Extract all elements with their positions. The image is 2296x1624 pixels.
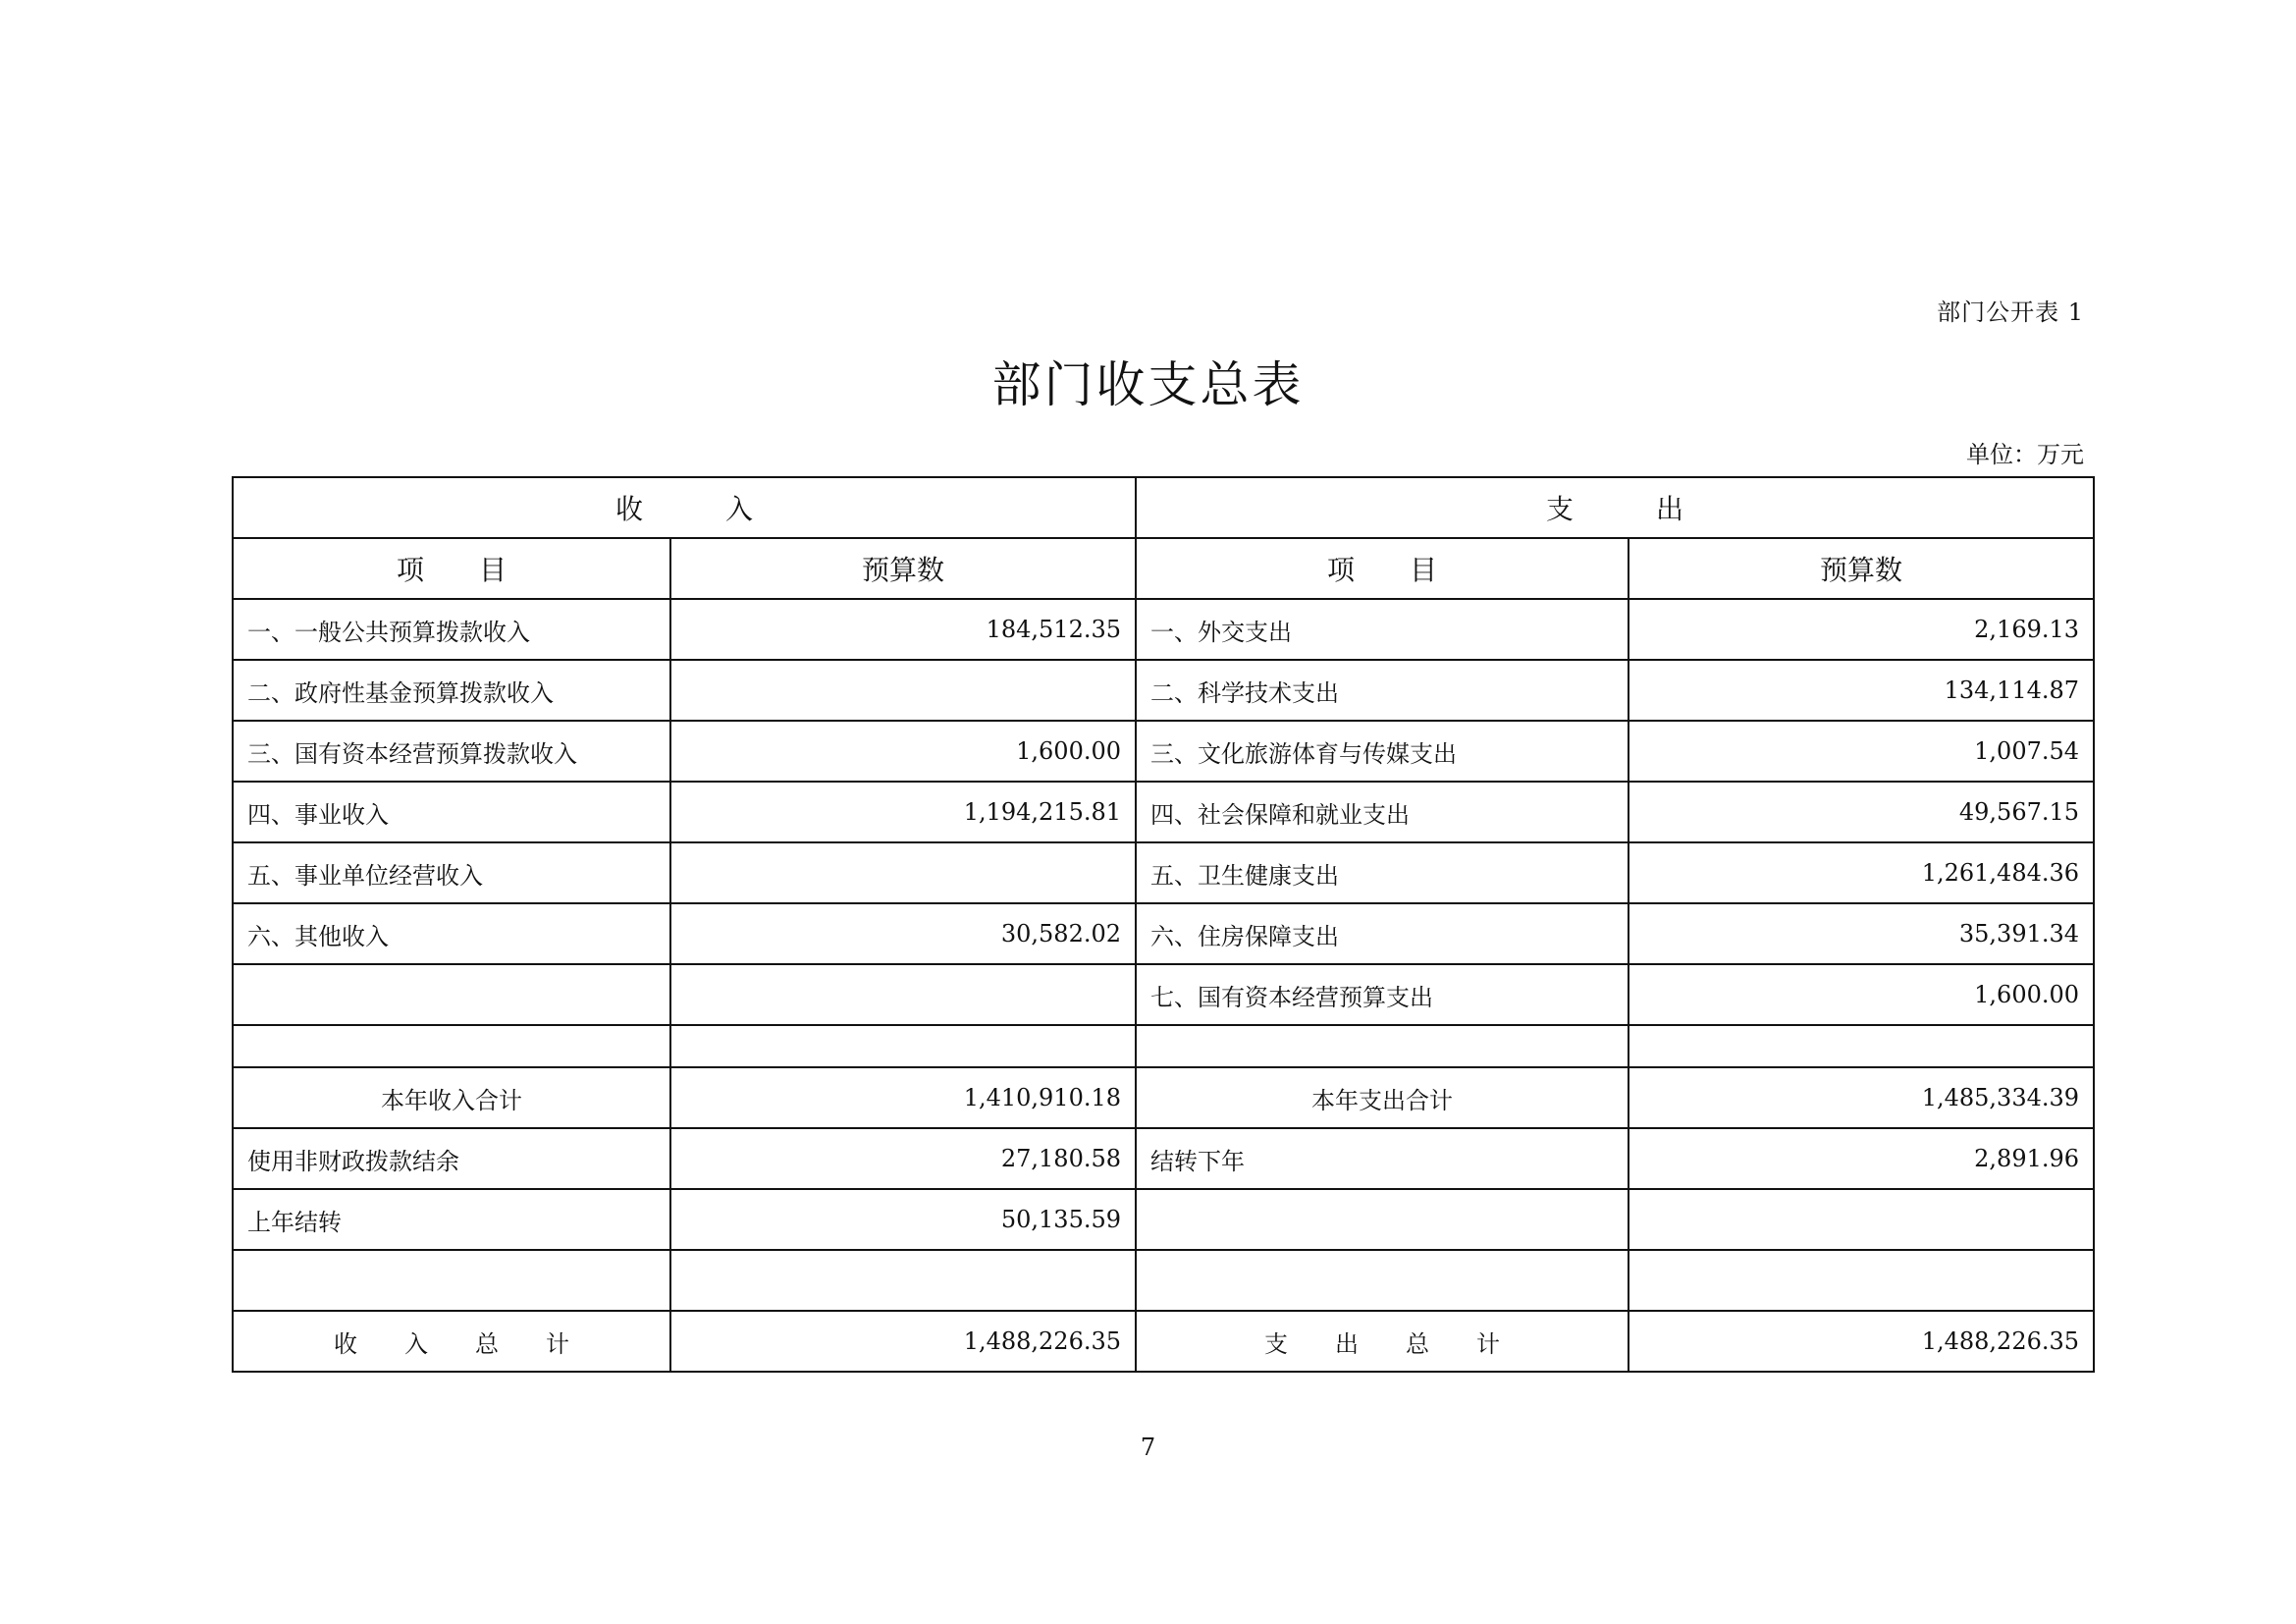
income-item-cell: 五、事业单位经营收入 bbox=[233, 842, 670, 903]
page-number: 7 bbox=[1140, 1434, 1156, 1461]
expense-budget-column-header: 预算数 bbox=[1629, 538, 2094, 599]
income-item-cell: 使用非财政拨款结余 bbox=[233, 1128, 670, 1189]
grand-total-row bbox=[233, 1311, 2094, 1372]
expense-grand-total-value: 1,488,226.35 bbox=[1629, 1311, 2094, 1372]
empty-cell bbox=[670, 1025, 1136, 1067]
table-row bbox=[233, 599, 2094, 660]
income-value-cell bbox=[670, 660, 1136, 721]
income-value-cell: 184,512.35 bbox=[670, 599, 1136, 660]
expense-section-header: 支 出 bbox=[1136, 477, 2094, 538]
empty-cell bbox=[1629, 1025, 2094, 1067]
table-row bbox=[233, 903, 2094, 964]
expense-item-cell: 三、文化旅游体育与传媒支出 bbox=[1136, 721, 1629, 782]
income-grand-total-value: 1,488,226.35 bbox=[670, 1311, 1136, 1372]
expense-value-cell: 1,261,484.36 bbox=[1629, 842, 2094, 903]
empty-cell bbox=[233, 1025, 670, 1067]
expense-item-cell: 一、外交支出 bbox=[1136, 599, 1629, 660]
income-value-cell: 1,600.00 bbox=[670, 721, 1136, 782]
expense-item-cell: 四、社会保障和就业支出 bbox=[1136, 782, 1629, 842]
income-value-cell: 27,180.58 bbox=[670, 1128, 1136, 1189]
income-item-column-header: 项 目 bbox=[233, 538, 670, 599]
page-title: 部门收支总表 bbox=[991, 356, 1305, 413]
expense-item-cell: 二、科学技术支出 bbox=[1136, 660, 1629, 721]
expense-year-total-label: 本年支出合计 bbox=[1136, 1067, 1629, 1128]
empty-cell bbox=[1136, 1250, 1629, 1311]
table-row bbox=[233, 721, 2094, 782]
expense-item-cell: 七、国有资本经营预算支出 bbox=[1136, 964, 1629, 1025]
income-value-cell: 1,194,215.81 bbox=[670, 782, 1136, 842]
expense-value-cell: 35,391.34 bbox=[1629, 903, 2094, 964]
table-column-header-row bbox=[233, 538, 2094, 599]
expense-grand-total-label: 支 出 总 计 bbox=[1136, 1311, 1629, 1372]
expense-value-cell: 2,169.13 bbox=[1629, 599, 2094, 660]
expense-item-cell: 结转下年 bbox=[1136, 1128, 1629, 1189]
empty-cell bbox=[233, 1250, 670, 1311]
table-row bbox=[233, 782, 2094, 842]
income-year-total-label: 本年收入合计 bbox=[233, 1067, 670, 1128]
expense-item-cell: 五、卫生健康支出 bbox=[1136, 842, 1629, 903]
expense-value-cell: 1,007.54 bbox=[1629, 721, 2094, 782]
expense-value-cell: 2,891.96 bbox=[1629, 1128, 2094, 1189]
income-value-cell bbox=[670, 842, 1136, 903]
expense-item-cell bbox=[1136, 1189, 1629, 1250]
income-item-cell bbox=[233, 964, 670, 1025]
table-row bbox=[233, 964, 2094, 1025]
expense-item-cell: 六、住房保障支出 bbox=[1136, 903, 1629, 964]
expense-item-column-header: 项 目 bbox=[1136, 538, 1629, 599]
budget-table bbox=[232, 476, 2095, 1373]
expense-value-cell bbox=[1629, 1189, 2094, 1250]
table-row bbox=[233, 1128, 2094, 1189]
unit-label: 单位：万元 bbox=[1966, 441, 2084, 468]
income-value-cell: 30,582.02 bbox=[670, 903, 1136, 964]
empty-cell bbox=[1136, 1025, 1629, 1067]
table-row bbox=[233, 660, 2094, 721]
expense-value-cell: 1,600.00 bbox=[1629, 964, 2094, 1025]
income-budget-column-header: 预算数 bbox=[670, 538, 1136, 599]
table-row bbox=[233, 1189, 2094, 1250]
income-grand-total-label: 收 入 总 计 bbox=[233, 1311, 670, 1372]
table-row bbox=[233, 842, 2094, 903]
income-item-cell: 四、事业收入 bbox=[233, 782, 670, 842]
income-item-cell: 二、政府性基金预算拨款收入 bbox=[233, 660, 670, 721]
empty-cell bbox=[1629, 1250, 2094, 1311]
income-year-total-value: 1,410,910.18 bbox=[670, 1067, 1136, 1128]
income-value-cell bbox=[670, 964, 1136, 1025]
income-item-cell: 三、国有资本经营预算拨款收入 bbox=[233, 721, 670, 782]
expense-value-cell: 49,567.15 bbox=[1629, 782, 2094, 842]
empty-cell bbox=[670, 1250, 1136, 1311]
table-section-header-row bbox=[233, 477, 2094, 538]
form-number: 部门公开表 1 bbox=[1937, 298, 2084, 326]
income-item-cell: 一、一般公共预算拨款收入 bbox=[233, 599, 670, 660]
table-row-blank bbox=[233, 1025, 2094, 1067]
income-value-cell: 50,135.59 bbox=[670, 1189, 1136, 1250]
income-section-header: 收 入 bbox=[233, 477, 1136, 538]
income-item-cell: 六、其他收入 bbox=[233, 903, 670, 964]
year-total-row bbox=[233, 1067, 2094, 1128]
table-row-empty bbox=[233, 1250, 2094, 1311]
expense-year-total-value: 1,485,334.39 bbox=[1629, 1067, 2094, 1128]
expense-value-cell: 134,114.87 bbox=[1629, 660, 2094, 721]
income-item-cell: 上年结转 bbox=[233, 1189, 670, 1250]
